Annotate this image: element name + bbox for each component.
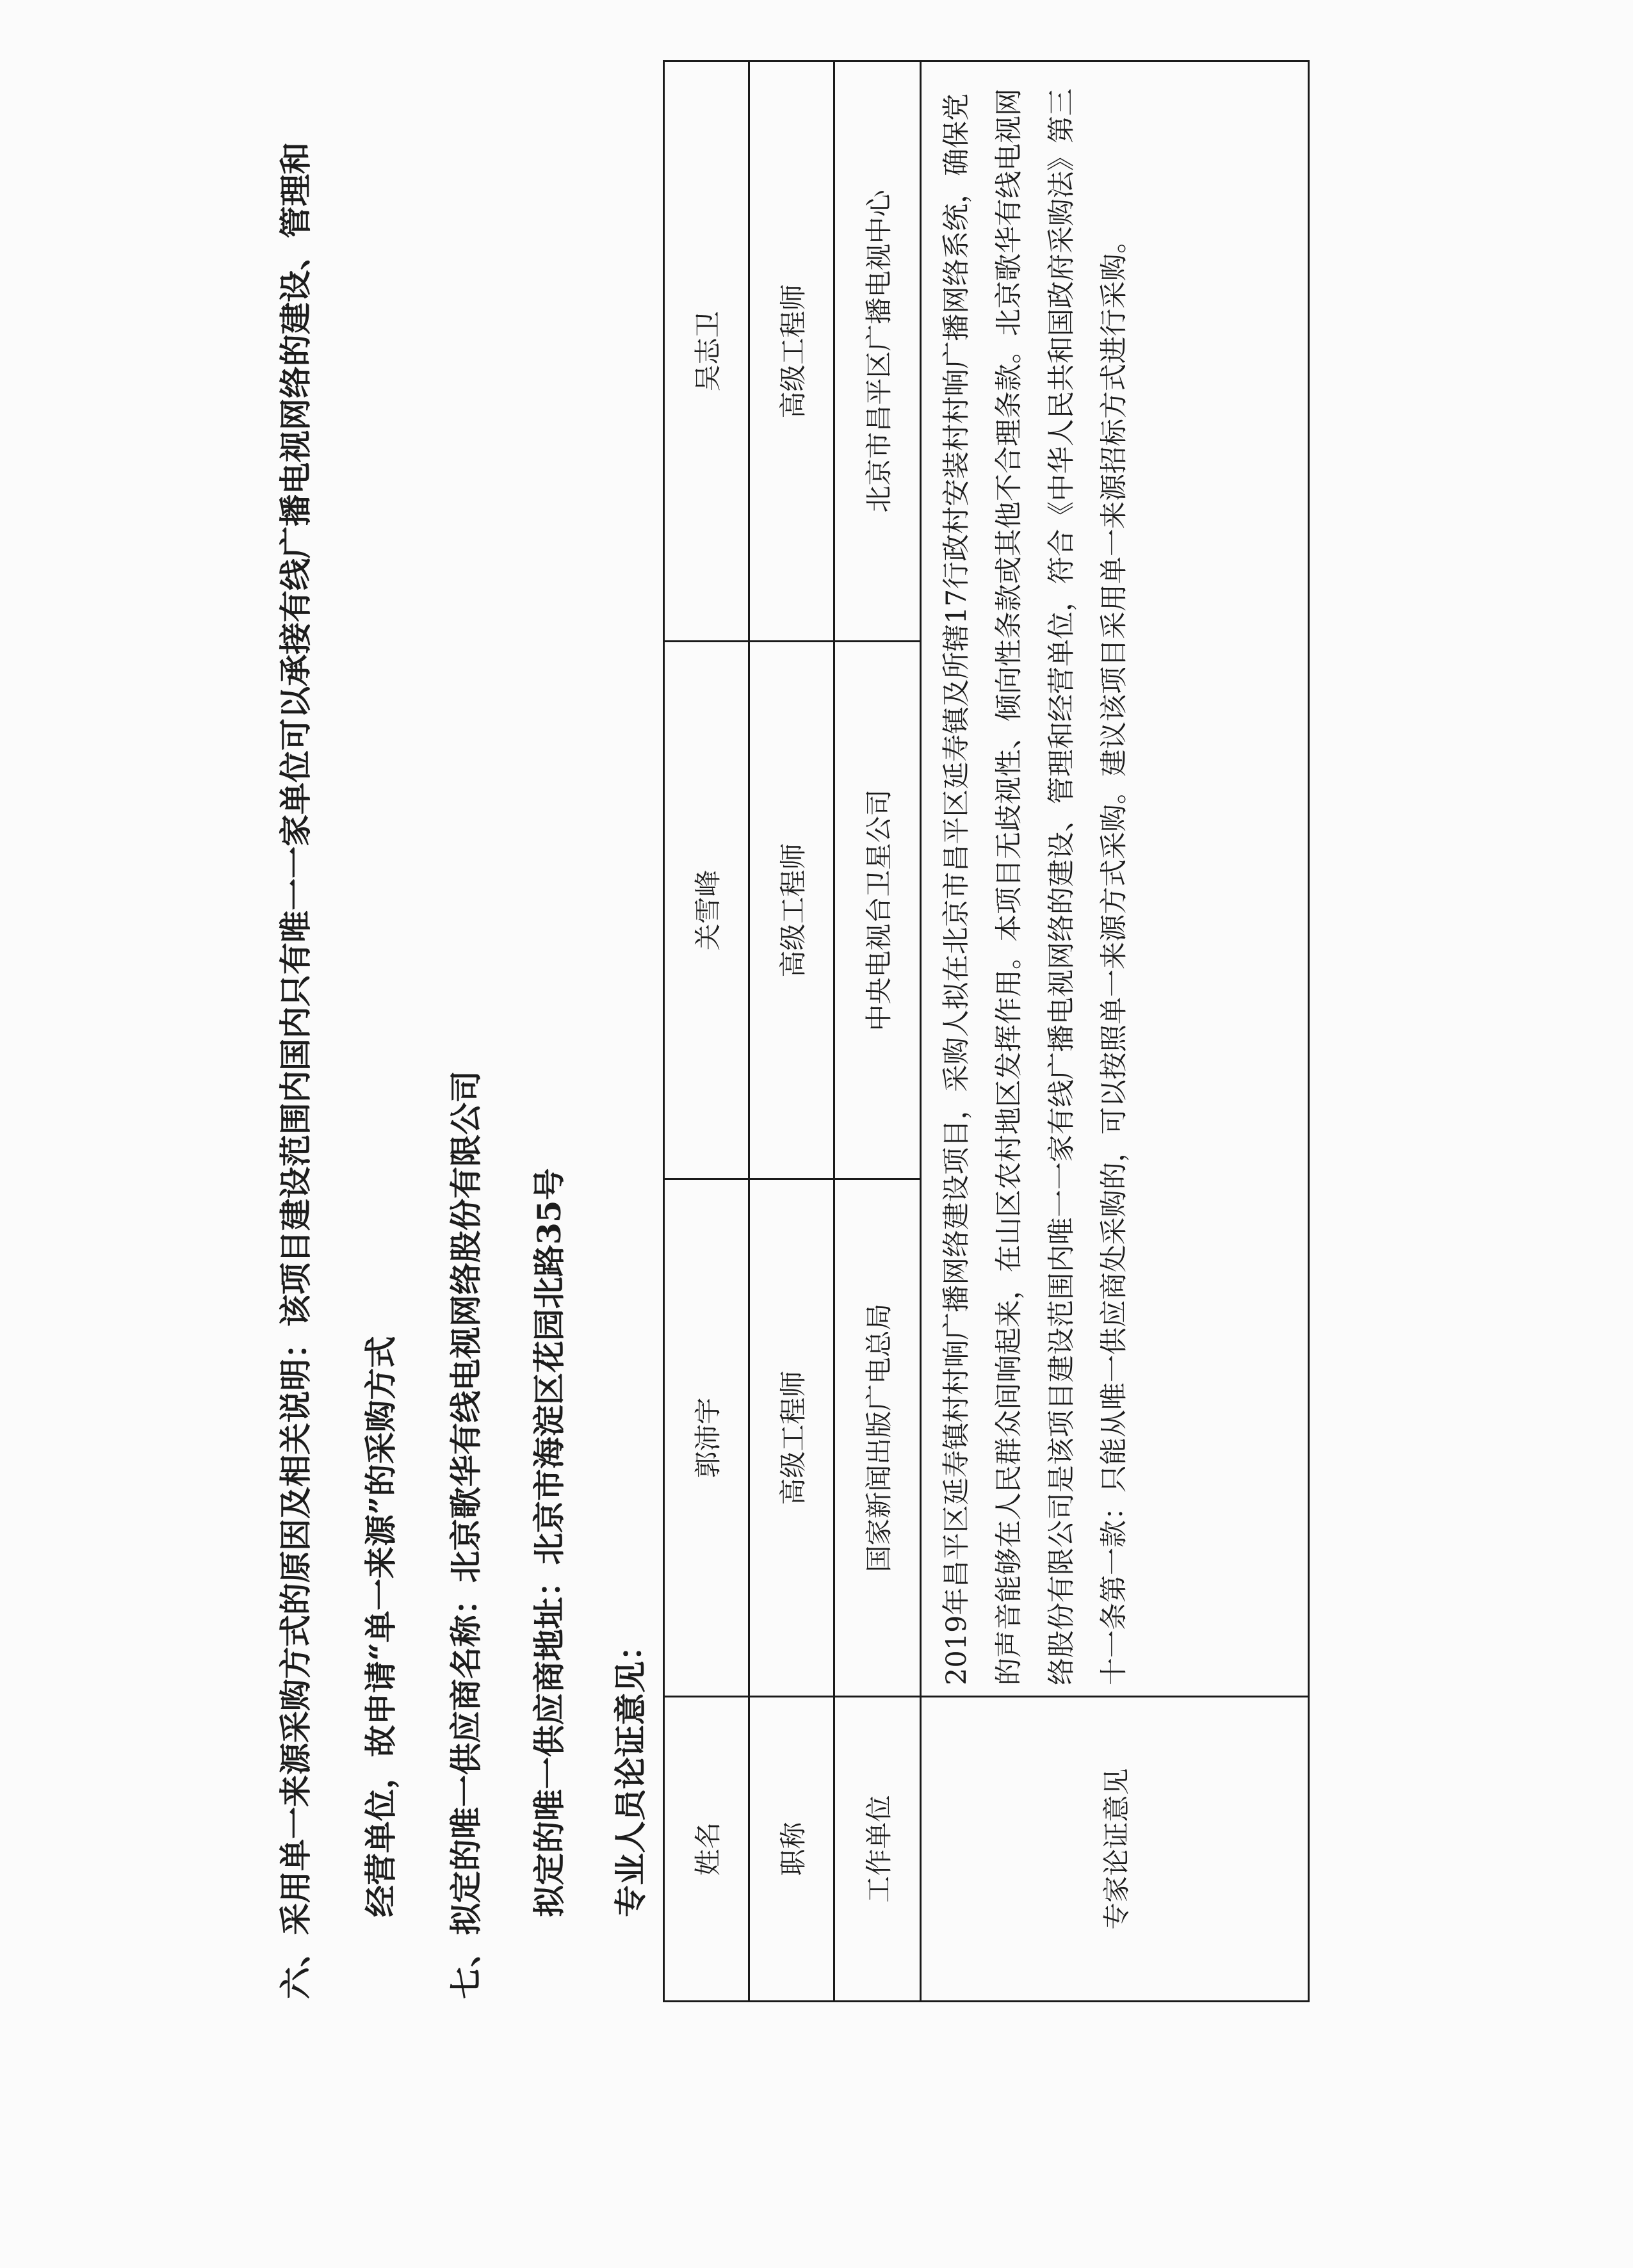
expert-1-title: 高级工程师 [749, 1179, 834, 1697]
table-row-name [664, 61, 749, 2002]
expert-2-title: 高级工程师 [749, 642, 834, 1179]
expert-2-unit: 中央电视台卫星公司 [834, 642, 921, 1179]
table-row-title [749, 61, 834, 2002]
expert-1-unit: 国家新闻出版广电总局 [834, 1179, 921, 1697]
opinion-label-cell: 专家论证意见 [921, 1697, 1309, 2002]
section6-line1: 六、采用单一来源采购方式的原因及相关说明：该项目建设范围内国内只有唯一一家单位可以承接有线广播电视网络的建设、管理和 [277, 142, 314, 1999]
expert-3-name: 吴志卫 [664, 61, 749, 642]
title-label-cell: 职称 [749, 1697, 834, 2002]
table-row-unit [834, 61, 921, 2002]
expert-2-name: 关雪峰 [664, 642, 749, 1179]
expert-3-title: 高级工程师 [749, 61, 834, 642]
supplier-name-line: 七、拟定的唯一供应商名称：北京歌华有线电视网络股份有限公司 [447, 1071, 485, 1999]
expert-1-name: 郭沛宇 [664, 1179, 749, 1697]
unit-label-cell: 工作单位 [834, 1697, 921, 2002]
opinion-text-cell: 2019年昌平区延寿镇村村响广播网络建设项目，采购人拟在北京市昌平区延寿镇及所辖17行政村安装村村响广播网络系统，确保党的声音能够在人民群众间响起来，在山区农村地区发挥作用。本项目无歧视性、倾向性条款或其他不合理条款。北京歌华有线电视网络股份有限公司是该项目建设范围内唯一一家有线广播电视网络的建设、管理和经营单位，符合《中华人民共和国政府采购法》第三十一条第一款：只能从唯一供应商处采购的，可以按照单一来源方式采购。建议该项目采用单一来源招标方式进行采购。 [921, 61, 1309, 1697]
section6-line2: 经营单位，故申请“单一来源”的采购方式 [362, 1336, 400, 1917]
table-row-opinion [921, 61, 1309, 2002]
experts-heading: 专业人员论证意见： [612, 1629, 649, 1917]
expert-opinion-table [663, 60, 1310, 2002]
supplier-address-line: 拟定的唯一供应商地址：北京市海淀区花园北路35号 [530, 1168, 568, 1917]
name-label-cell: 姓名 [664, 1697, 749, 2002]
expert-3-unit: 北京市昌平区广播电视中心 [834, 61, 921, 642]
